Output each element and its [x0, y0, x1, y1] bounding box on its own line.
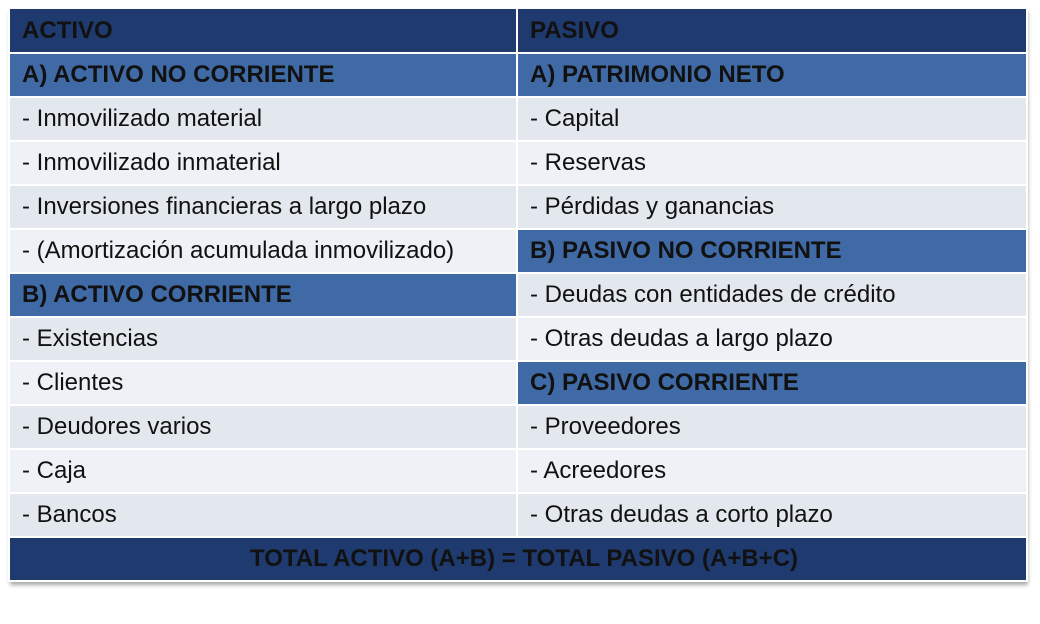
item-inversiones-financieras: - Inversiones financieras a largo plazo	[9, 185, 517, 229]
total-row	[9, 537, 1027, 581]
table-row	[9, 405, 1027, 449]
section-pasivo-no-corriente: B) PASIVO NO CORRIENTE	[517, 229, 1027, 273]
table-row	[9, 185, 1027, 229]
item-existencias: - Existencias	[9, 317, 517, 361]
item-deudas-entidades-credito: - Deudas con entidades de crédito	[517, 273, 1027, 317]
item-capital: - Capital	[517, 97, 1027, 141]
table-row	[9, 229, 1027, 273]
item-inmovilizado-inmaterial: - Inmovilizado inmaterial	[9, 141, 517, 185]
section-patrimonio-neto: A) PATRIMONIO NETO	[517, 53, 1027, 97]
table-row	[9, 449, 1027, 493]
table-row	[9, 53, 1027, 97]
balance-sheet	[8, 9, 1026, 582]
header-activo: ACTIVO	[9, 9, 517, 53]
item-otras-deudas-largo-plazo: - Otras deudas a largo plazo	[517, 317, 1027, 361]
header-row	[9, 9, 1027, 53]
item-proveedores: - Proveedores	[517, 405, 1027, 449]
table-row	[9, 493, 1027, 537]
item-amortizacion-acumulada: - (Amortización acumulada inmovilizado)	[9, 229, 517, 273]
item-clientes: - Clientes	[9, 361, 517, 405]
item-otras-deudas-corto-plazo: - Otras deudas a corto plazo	[517, 493, 1027, 537]
item-caja: - Caja	[9, 449, 517, 493]
item-acreedores: - Acreedores	[517, 449, 1027, 493]
table-row	[9, 141, 1027, 185]
section-pasivo-corriente: C) PASIVO CORRIENTE	[517, 361, 1027, 405]
section-activo-no-corriente: A) ACTIVO NO CORRIENTE	[9, 53, 517, 97]
table-row	[9, 317, 1027, 361]
header-pasivo: PASIVO	[517, 9, 1027, 53]
item-perdidas-ganancias: - Pérdidas y ganancias	[517, 185, 1027, 229]
table-row	[9, 361, 1027, 405]
section-activo-corriente: B) ACTIVO CORRIENTE	[9, 273, 517, 317]
total-balance: TOTAL ACTIVO (A+B) = TOTAL PASIVO (A+B+C)	[9, 537, 1027, 581]
item-reservas: - Reservas	[517, 141, 1027, 185]
balance-table	[8, 9, 1028, 582]
table-row	[9, 97, 1027, 141]
item-deudores-varios: - Deudores varios	[9, 405, 517, 449]
item-inmovilizado-material: - Inmovilizado material	[9, 97, 517, 141]
item-bancos: - Bancos	[9, 493, 517, 537]
table-row	[9, 273, 1027, 317]
